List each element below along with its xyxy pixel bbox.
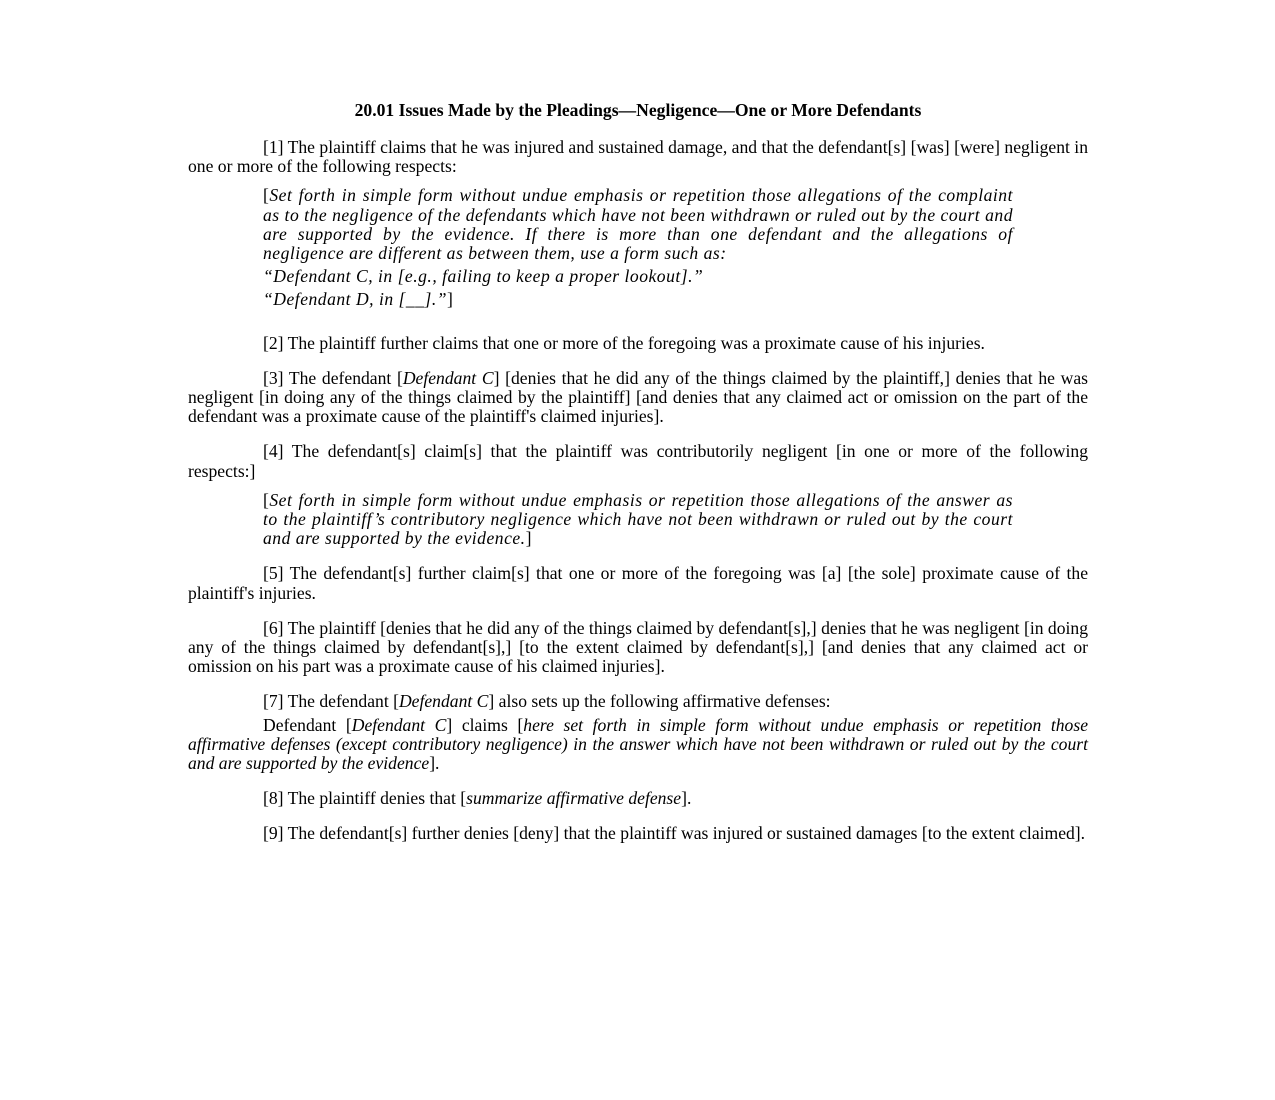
example-quote-1: “Defendant C, in [e.g., failing to keep a proper lookout].” xyxy=(263,266,704,287)
paragraph-7-claims xyxy=(188,716,1088,774)
paragraph-8-instruction: summarize affirmative defense xyxy=(466,788,682,809)
document-page xyxy=(188,98,1088,844)
example-quote-2-text: “Defendant D, in [__].” xyxy=(263,289,448,310)
paragraph-3-rest: ] [denies that he did any of the things claimed by the plaintiff,] denies that he was negligent [in doing any of the things claimed by the plaintiff] [and denies that any claimed act or omission on the part of the defendant was a proximate cause of the plaintiff's claimed injuries]. xyxy=(188,367,1088,427)
instruction-block-2 xyxy=(263,491,1013,549)
bracket-open: [ xyxy=(263,489,270,510)
paragraph-7-rest: ] also sets up the following affirmative defenses: xyxy=(488,691,831,712)
paragraph-6: [6] The plaintiff [denies that he did any of the things claimed by defendant[s],] denies that he was negligent [in doing any of the things claimed by defendant[s],] [to the extent claimed by defendant[s],] [and denies that any claimed act or omission on his part was a proximate cause of his claimed injuries]. xyxy=(188,617,1088,677)
document-title: 20.01 Issues Made by the Pleadings—Negligence—One or More Defendants xyxy=(354,100,922,120)
paragraph-8-start: [8] The plaintiff denies that [ xyxy=(263,788,467,809)
paragraph-5: [5] The defendant[s] further claim[s] that one or more of the foregoing was [a] [the sole] proximate cause of the plaintiff's injuries. xyxy=(188,563,1088,603)
claims-close: ]. xyxy=(429,753,440,774)
instruction-block-1 xyxy=(263,186,1013,263)
paragraph-9: [9] The defendant[s] further denies [deny] that the plaintiff was injured or sustained damages [to the extent claimed]. xyxy=(263,823,1086,844)
claims-instruction: here set forth in simple form without undue emphasis or repetition those affirmative defenses (except contributory negligence) in the answer which have not been withdrawn or ruled out by the court and are supported by the evidence xyxy=(188,714,1089,774)
defendant-name: Defendant C xyxy=(351,714,447,735)
defendant-name: Defendant C xyxy=(402,367,494,388)
example-quote-2 xyxy=(263,290,1088,309)
paragraph-3 xyxy=(188,369,1088,427)
bracket-close: ] xyxy=(447,289,454,310)
paragraph-8-close: ]. xyxy=(681,788,692,809)
paragraph-1: [1] The plaintiff claims that he was injured and sustained damage, and that the defendant[s] [was] [were] negligent in one or more of the following respects: xyxy=(188,137,1088,177)
claims-mid: ] claims [ xyxy=(446,714,524,735)
paragraph-2: [2] The plaintiff further claims that one or more of the foregoing was a proximate cause of his injuries. xyxy=(263,332,985,353)
paragraph-3-start: [3] The defendant [ xyxy=(263,367,403,388)
bracket-open: [ xyxy=(263,185,270,206)
paragraph-4: [4] The defendant[s] claim[s] that the plaintiff was contributorily negligent [in one or more of the following respects:] xyxy=(188,441,1088,481)
bracket-close: ] xyxy=(525,528,532,549)
defendant-name: Defendant C xyxy=(398,691,489,712)
claims-start: Defendant [ xyxy=(263,714,352,735)
instruction-text-2: Set forth in simple form without undue emphasis or repetition those allegations of the answer as to the plaintiff’s contributory negligence which have not been withdrawn or ruled out by the court and are supported by the evidence. xyxy=(263,489,1013,549)
instruction-text-1: Set forth in simple form without undue emphasis or repetition those allegations of the complaint as to the negligence of the defendants which have not been withdrawn or ruled out by the court and are supported by the evidence. If there is more than one defendant and the allegations of negligence are different as between them, use a form such as: xyxy=(263,185,1013,264)
paragraph-7 xyxy=(188,692,1088,711)
paragraph-7-start: [7] The defendant [ xyxy=(263,691,399,712)
paragraph-8 xyxy=(188,789,1088,808)
